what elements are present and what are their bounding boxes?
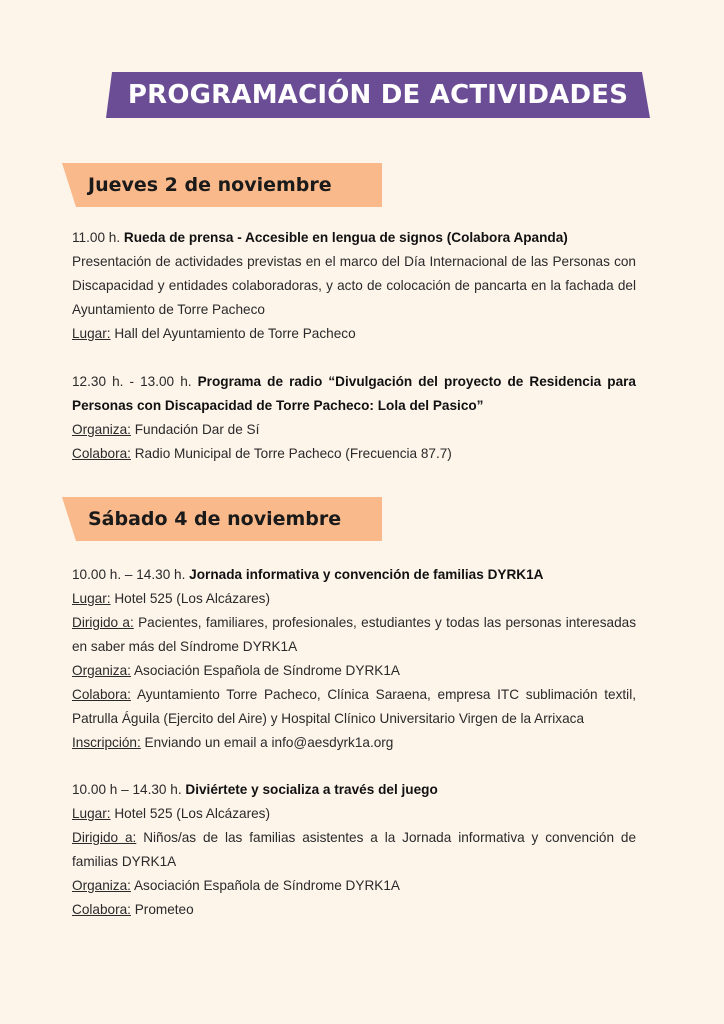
colabora-label: Colabora: — [72, 446, 131, 461]
event-time: 12.30 h. - 13.00 h. — [72, 374, 192, 389]
dirigido-value: Pacientes, familiares, profesionales, estudiantes y todas las personas interesadas en saber más del Síndrome DYRK1A — [72, 615, 636, 654]
event-title: Programa de radio “Divulgación del proyecto de Residencia para Personas con Discapacidad de Torre Pacheco: Lola del Pasico” — [72, 374, 636, 413]
colabora-value: Ayuntamiento Torre Pacheco, Clínica Saraena, empresa ITC sublimación textil, Patrulla Águila (Ejercito del Aire) y Hospital Clínico Universitario Virgen de la Arrixaca — [72, 687, 637, 726]
event-organiza — [72, 874, 636, 898]
colabora-label: Colabora: — [72, 902, 131, 917]
event-organiza — [72, 418, 636, 442]
organiza-value: Fundación Dar de Sí — [134, 422, 260, 437]
event-header — [72, 778, 636, 802]
lugar-label: Lugar: — [72, 326, 111, 341]
organiza-value: Asociación Española de Síndrome DYRK1A — [133, 663, 400, 678]
event-jornada-informativa — [72, 563, 636, 755]
day-heading-jueves — [62, 163, 382, 207]
event-description: Presentación de actividades previstas en el marco del Día Internacional de las Personas con Discapacidad y entidades colaboradoras, y acto de colocación de pancarta en la fachada del Ayuntamiento de Torre Pacheco — [72, 254, 636, 317]
event-colabora — [72, 898, 636, 922]
page-title: PROGRAMACIÓN DE ACTIVIDADES — [127, 80, 629, 110]
event-lugar — [72, 587, 636, 611]
dirigido-label: Dirigido a: — [72, 830, 137, 845]
event-time: 10.00 h – 14.30 h. — [72, 782, 182, 797]
event-title: Diviértete y socializa a través del juego — [185, 782, 438, 797]
event-header — [72, 370, 636, 418]
day-label: Jueves 2 de noviembre — [88, 174, 332, 196]
organiza-label: Organiza: — [72, 663, 131, 678]
dirigido-label: Dirigido a: — [72, 615, 134, 630]
event-organiza — [72, 659, 636, 683]
lugar-label: Lugar: — [72, 806, 111, 821]
event-header — [72, 563, 636, 587]
organiza-label: Organiza: — [72, 878, 131, 893]
lugar-label: Lugar: — [72, 591, 111, 606]
event-dirigido — [72, 826, 636, 874]
event-header — [72, 226, 636, 250]
lugar-value: Hotel 525 (Los Alcázares) — [114, 806, 270, 821]
colabora-value: Radio Municipal de Torre Pacheco (Frecuencia 87.7) — [134, 446, 452, 461]
event-time: 10.00 h. – 14.30 h. — [72, 567, 186, 582]
day-label: Sábado 4 de noviembre — [88, 508, 342, 530]
event-lugar — [72, 802, 636, 826]
colabora-label: Colabora: — [72, 687, 131, 702]
event-inscripcion — [72, 731, 636, 755]
organiza-value: Asociación Española de Síndrome DYRK1A — [133, 878, 400, 893]
event-colabora — [72, 442, 636, 466]
day-heading-sabado — [62, 497, 382, 541]
title-banner — [106, 72, 650, 118]
inscripcion-label: Inscripción: — [72, 735, 141, 750]
event-dirigido — [72, 611, 636, 659]
dirigido-value: Niños/as de las familias asistentes a la Jornada informativa y convención de familias DYRK1A — [72, 830, 637, 869]
organiza-label: Organiza: — [72, 422, 131, 437]
event-diviertete — [72, 778, 636, 922]
lugar-value: Hall del Ayuntamiento de Torre Pacheco — [114, 326, 356, 341]
event-title: Jornada informativa y convención de familias DYRK1A — [189, 567, 544, 582]
lugar-value: Hotel 525 (Los Alcázares) — [114, 591, 270, 606]
event-programa-de-radio — [72, 370, 636, 466]
event-colabora — [72, 683, 636, 731]
inscripcion-value: Enviando un email a info@aesdyrk1a.org — [144, 735, 394, 750]
event-time: 11.00 h. — [72, 230, 121, 245]
event-rueda-de-prensa — [72, 226, 636, 346]
event-title: Rueda de prensa - Accesible en lengua de signos (Colabora Apanda) — [123, 230, 568, 245]
colabora-value: Prometeo — [134, 902, 194, 917]
event-lugar — [72, 322, 636, 346]
